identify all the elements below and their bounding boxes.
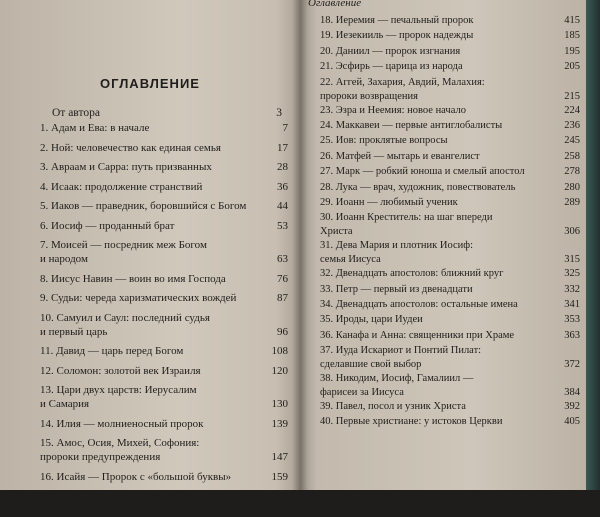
entry-page: 120 [271, 364, 288, 377]
entry-page: 28 [277, 161, 288, 173]
toc-entry-from-author [52, 107, 292, 119]
entry-title-continued: пророки возвращения [320, 90, 418, 102]
toc-entry [320, 14, 582, 28]
entry-title: 37. Иуда Искариот и Понтий Пилат: [320, 345, 482, 357]
entry-title: 39. Павел, посол и узник Христа [320, 400, 466, 412]
entry-page: 353 [564, 314, 580, 326]
toc-entry [320, 372, 582, 400]
toc-entry [40, 219, 292, 233]
entry-title-continued: семья Иисуса [320, 254, 381, 266]
entry-title: 19. Иезекииль — пророк надежды [320, 30, 474, 42]
entry-page: 87 [277, 292, 288, 304]
entry-title: 36. Канафа и Анна: священники при Храме [320, 329, 515, 341]
entry-page: 3 [276, 107, 282, 119]
entry-title: 18. Иеремия — печальный пророк [320, 15, 474, 26]
entry-page: 224 [564, 104, 580, 116]
entry-page: 341 [564, 298, 580, 310]
entry-title-continued: пророки предупреждения [40, 451, 161, 463]
entry-page: 258 [564, 150, 580, 162]
entry-title: 33. Петр — первый из двенадцати [320, 283, 473, 295]
entry-page: 17 [277, 141, 288, 154]
toc-entry [40, 311, 292, 339]
entry-page: 130 [271, 398, 288, 410]
toc-entry [320, 211, 582, 239]
entry-title-continued: и первый царь [40, 325, 108, 338]
entry-title: 38. Никодим, Иосиф, Гамалиил — [320, 373, 474, 384]
entry-title-continued: Христа [320, 226, 353, 238]
toc-entry [40, 291, 292, 305]
toc-entry [320, 313, 582, 327]
toc-entry [320, 76, 582, 104]
entry-page: 332 [564, 283, 580, 295]
entry-page: 405 [564, 416, 580, 428]
toc-entry [320, 283, 582, 297]
entry-page: 171 [271, 504, 288, 516]
entry-page: 215 [564, 90, 580, 102]
entry-page: 245 [564, 135, 580, 147]
entry-title-continued: пророки разрушения [40, 504, 138, 516]
right-page [300, 0, 586, 490]
entry-title: 3. Авраам и Сарра: путь призванных [40, 161, 212, 173]
entry-page: 372 [564, 359, 580, 371]
running-head: Оглавление [308, 0, 362, 9]
entry-title-continued: и Самария [40, 398, 90, 410]
entry-page: 195 [564, 45, 580, 57]
entry-title: 31. Дева Мария и плотник Иосиф: [320, 240, 473, 252]
entry-page: 185 [564, 30, 580, 42]
entry-title: 27. Марк — робкий юноша и смелый апостол [320, 166, 525, 178]
toc-entry [320, 196, 582, 210]
toc-entry [40, 160, 292, 174]
toc-entry [40, 344, 292, 358]
entry-page: 280 [564, 181, 580, 193]
toc-entry [320, 298, 582, 312]
entry-page: 53 [277, 219, 288, 232]
toc-entry [40, 199, 292, 213]
entry-title: 17. Иоиль, Аввакум, Наум, Иона: [40, 490, 196, 502]
toc-entry [320, 239, 582, 267]
entry-title: 10. Самуил и Саул: последний судья [40, 311, 210, 324]
entry-title-continued: сделавшие свой выбор [320, 359, 422, 371]
entry-title: 16. Исайя — Пророк с «большой буквы» [40, 470, 232, 483]
entry-page: 384 [564, 387, 580, 398]
toc-heading: ОГЛАВЛЕНИЕ [100, 76, 200, 91]
toc-entry [320, 134, 582, 148]
entry-title: 26. Матфей — мытарь и евангелист [320, 150, 480, 162]
toc-entry [320, 400, 582, 414]
toc-entry [320, 329, 582, 343]
toc-entry [40, 180, 292, 194]
left-page [0, 0, 300, 516]
entry-title: 40. Первые христиане: у истоков Церкви [320, 416, 503, 428]
entry-title: 34. Двенадцать апостолов: остальные имена [320, 298, 518, 310]
entry-page: 415 [564, 15, 580, 26]
entry-title: 9. Судьи: череда харизматических вождей [40, 292, 237, 304]
entry-page: 363 [564, 329, 580, 341]
entry-page: 139 [271, 417, 288, 430]
entry-page: 306 [564, 226, 580, 238]
toc-entry [40, 489, 292, 517]
entry-page: 44 [277, 200, 288, 212]
entry-title: 2. Ной: человечество как единая семья [40, 141, 221, 154]
toc-entry [320, 119, 582, 133]
entry-title: 20. Даниил — пророк изгнания [320, 45, 461, 57]
entry-title: 11. Давид — царь перед Богом [40, 345, 184, 357]
entry-title: 5. Иаков — праведник, боровшийся с Богом [40, 200, 247, 212]
entry-title: 12. Соломон: золотой век Израиля [40, 364, 201, 377]
entry-page: 76 [277, 272, 288, 285]
entry-title-continued: и народом [40, 253, 88, 265]
entry-page: 147 [271, 451, 288, 463]
entry-title: 23. Эзра и Неемия: новое начало [320, 104, 466, 116]
toc-entry [320, 29, 582, 43]
toc-entry [40, 272, 292, 286]
entry-page: 392 [564, 400, 580, 412]
entry-title: 1. Адам и Ева: в начале [40, 122, 150, 134]
entry-title: 8. Иисус Навин — воин во имя Господа [40, 272, 226, 285]
toc-entry [40, 417, 292, 431]
entry-title: 29. Иоанн — любимый ученик [320, 196, 458, 208]
entry-page: 7 [282, 122, 288, 134]
book-gutter [292, 0, 308, 490]
book-cover-edge [586, 0, 600, 490]
entry-title: 6. Иосиф — проданный брат [40, 219, 175, 232]
entry-title: 22. Аггей, Захария, Авдий, Малахия: [320, 76, 485, 88]
entry-page: 205 [564, 61, 580, 73]
entry-page: 278 [564, 166, 580, 178]
entry-page: 63 [277, 253, 288, 265]
entry-title: 32. Двенадцать апостолов: ближний круг [320, 268, 504, 280]
entry-title: 13. Цари двух царств: Иерусалим [40, 384, 197, 396]
entry-title: 25. Иов: проклятые вопросы [320, 135, 448, 147]
entry-page: 108 [271, 345, 288, 357]
toc-entry [320, 181, 582, 195]
entry-page: 315 [564, 254, 580, 266]
entry-title: 28. Лука — врач, художник, повествователь [320, 181, 516, 193]
entry-page: 36 [277, 180, 288, 193]
entry-page: 289 [564, 196, 580, 208]
entry-page: 159 [271, 470, 288, 483]
toc-entry [40, 364, 292, 378]
toc-entry [40, 383, 292, 411]
toc-entry [320, 415, 582, 429]
toc-entry [320, 150, 582, 164]
toc-entry [320, 165, 582, 179]
toc-entry [320, 267, 582, 281]
toc-entry [40, 121, 292, 135]
entry-title: 4. Исаак: продолжение странствий [40, 180, 203, 193]
toc-entry [320, 45, 582, 59]
entry-page: 325 [564, 268, 580, 280]
toc-entry [40, 238, 292, 266]
entry-title: 24. Маккавеи — первые антиглобалисты [320, 119, 503, 131]
entry-title: 30. Иоанн Креститель: на шаг впереди [320, 212, 493, 224]
entry-title: 7. Моисей — посредник меж Богом [40, 239, 207, 251]
entry-title: От автора [52, 107, 100, 119]
toc-entry [320, 60, 582, 74]
entry-title: 35. Ироды, цари Иудеи [320, 314, 423, 326]
toc-entry [40, 470, 292, 484]
toc-entry [320, 344, 582, 372]
entry-title: 14. Илия — молниеносный пророк [40, 417, 204, 430]
toc-entry [40, 436, 292, 464]
toc-entry [40, 141, 292, 155]
entry-page: 236 [564, 119, 580, 131]
entry-title: 21. Эсфирь — царица из народа [320, 61, 463, 73]
toc-entry [320, 104, 582, 118]
entry-title-continued: фарисеи за Иисуса [320, 387, 404, 398]
entry-page: 96 [277, 325, 288, 338]
entry-title: 15. Амос, Осия, Михей, Софония: [40, 437, 200, 449]
